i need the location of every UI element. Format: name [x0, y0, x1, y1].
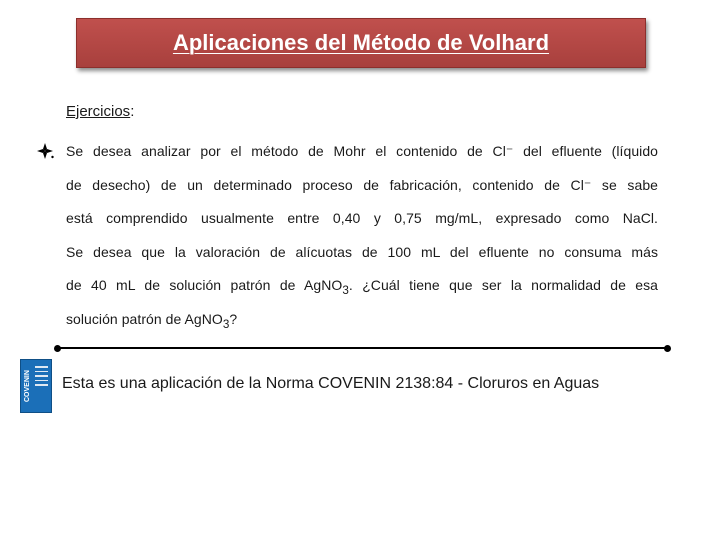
formula-subscript: 3 [222, 317, 230, 331]
exercise-line-6 [66, 303, 658, 337]
exercise-paragraph [66, 135, 658, 337]
covenin-norm-thumbnail [20, 359, 52, 413]
diamond-bullet-icon [36, 142, 54, 160]
covenin-brand: COVENIN [24, 370, 31, 402]
divider-start-dot [54, 345, 61, 352]
slide-title-box [76, 18, 646, 68]
section-label [66, 103, 134, 120]
slide-title: Aplicaciones del Método de Volhard [172, 30, 550, 55]
exercise-line-6-a: solución patrón de AgNO [66, 310, 223, 327]
section-label-colon: : [130, 103, 135, 120]
exercise-line-1: Se desea analizar por el método de Mohr el contenido de Cl⁻ del efluente (líquido [66, 143, 658, 159]
section-label-text: Ejercicios [66, 103, 131, 120]
exercise-line-4: Se desea que la valoración de alícuotas de 100 mL del efluente no consuma más [66, 243, 658, 260]
exercise-line-6-b: ? [229, 310, 238, 327]
exercise-line-2: de desecho) de un determinado proceso de fabricación, contenido de Cl⁻ se sabe [66, 176, 658, 193]
exercise-line-5-a: de 40 mL de solución patrón de AgNO [66, 277, 343, 294]
divider-end-dot [664, 345, 671, 352]
exercise-line-5-b: . ¿Cuál tiene que ser la normalidad de esa [348, 277, 658, 294]
formula-subscript: 3 [342, 284, 349, 298]
exercise-line-5 [66, 269, 658, 303]
norma-reference-text: Esta es una aplicación de la Norma COVENIN 2138:84 - Cloruros en Aguas [62, 375, 600, 392]
divider-line [58, 347, 668, 349]
thumbnail-text-lines [35, 366, 48, 389]
exercise-line-3: está comprendido usualmente entre 0,40 y 0,75 mg/mL, expresado como NaCl. [66, 210, 658, 227]
